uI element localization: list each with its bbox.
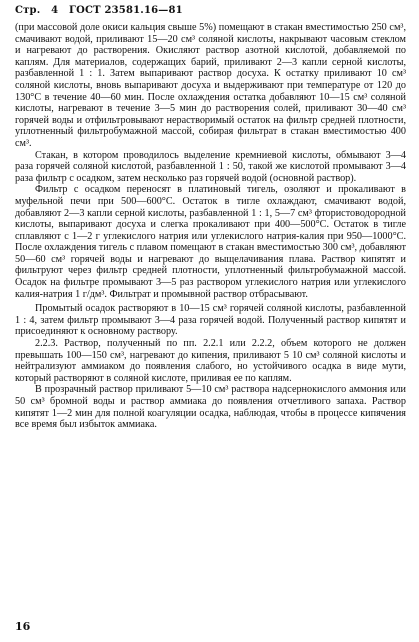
standard-designation: ГОСТ 23581.16—81: [68, 5, 183, 16]
body-text: [15, 22, 406, 431]
page-word: Стр.: [15, 5, 41, 16]
paragraph-beaker-wash: Стакан, в котором проводилось выделение кремниевой кислоты, обмывают 3—4 раза горячей соляной кислотой, разбавленной 1 : 50, такой же кислотой промывают 3—4 раза фильтр с осадком, затем несколько раз горячей водой (основной раствор).: [15, 149, 406, 184]
running-header: [15, 5, 190, 16]
paragraph-dissolve-residue: Промытый осадок растворяют в 10—15 см³ горячей соляной кислоты, разбавленной 1 : 4, затем фильтр промывают 3—4 раза горячей водой. Полученный раствор кипятят и присоединяют к основному раствору.: [15, 303, 406, 338]
paragraph-filter-ignition: Фильтр с осадком переносят в платиновый тигель, озоляют и прокаливают в муфельной печи при 500—600°С. Остаток в тигле охлаждают, смачивают водой, добавляют 2—3 капли серной кислоты, разбавленной 1 : 1, 5—7 см³ фтористоводородной кислоты, выпаривают досуха и слегка прокаливают при 400—500°С. Остаток в тигле сплавляют с 1—2 г углекислого натрия или углекислого натрия-калия при 950—1000°С. После охлаждения тигель с плавом помещают в стакан вместимостью 300 см³, добавляют 50—60 см³ горячей воды и нагревают до выщелачивания плава. Раствор кипятят и фильтруют через фильтр средней плотности, уплотненный фильтробумажной массой. Осадок на фильтре промывают 3—5 раз раствором углекислого натрия или углекислого калия-натрия 1 г/дм³. Фильтрат и промывной раствор отбрасывают.: [15, 184, 406, 300]
page-footer-number: 16: [15, 620, 31, 633]
header-page-number: 4: [51, 5, 59, 16]
paragraph-continuation: (при массовой доле окиси кальция свыше 5%) помещают в стакан вместимостью 250 см³, смачивают водой, приливают 15—20 см³ соляной кислоты, накрывают часовым стеклом и нагревают до растворения. Окисляют раствор азотной кислотой, добавляемой по каплям. Для материалов, содержащих барий, приливают 2—3 капли серной кислоты, разбавленной 1 : 1. Затем выпаривают раствор досуха. К остатку приливают 10 см³ соляной кислоты, вновь выпаривают досуха и выдерживают при температуре от 120 до 130°С в течение 40—60 мин. После охлаждения остатка добавляют 10—15 см³ соляной кислоты, нагревают в течение 3—5 мин до растворения солей, приливают 30—40 см³ горячей воды и отфильтровывают нерастворимый остаток на фильтр средней плотности, уплотненный фильтробумажной массой, собирая фильтрат в стакан вместимостью 400 см³.: [15, 22, 406, 149]
paragraph-section-2-2-3: 2.2.3. Раствор, полученный по пп. 2.2.1 или 2.2.2, объем которого не должен превышать 100—150 см³, нагревают до кипения, приливают 5 10 см³ соляной кислоты и нейтрализуют аммиаком до появления слабого, но устойчивого осадка в виде мути, который растворяют в соляной кислоте, приливая ее по каплям.: [15, 338, 406, 384]
paragraph-ammonium-persulfate: В прозрачный раствор приливают 5—10 см³ раствора надсернокислого аммония или 50 см³ бромной воды и раствор аммиака до появления отчетливого запаха. Раствор кипятят 1—2 мин для полной коагуляции осадка, наблюдая, чтобы в процессе кипячения все время был избыток аммиака.: [15, 384, 406, 431]
